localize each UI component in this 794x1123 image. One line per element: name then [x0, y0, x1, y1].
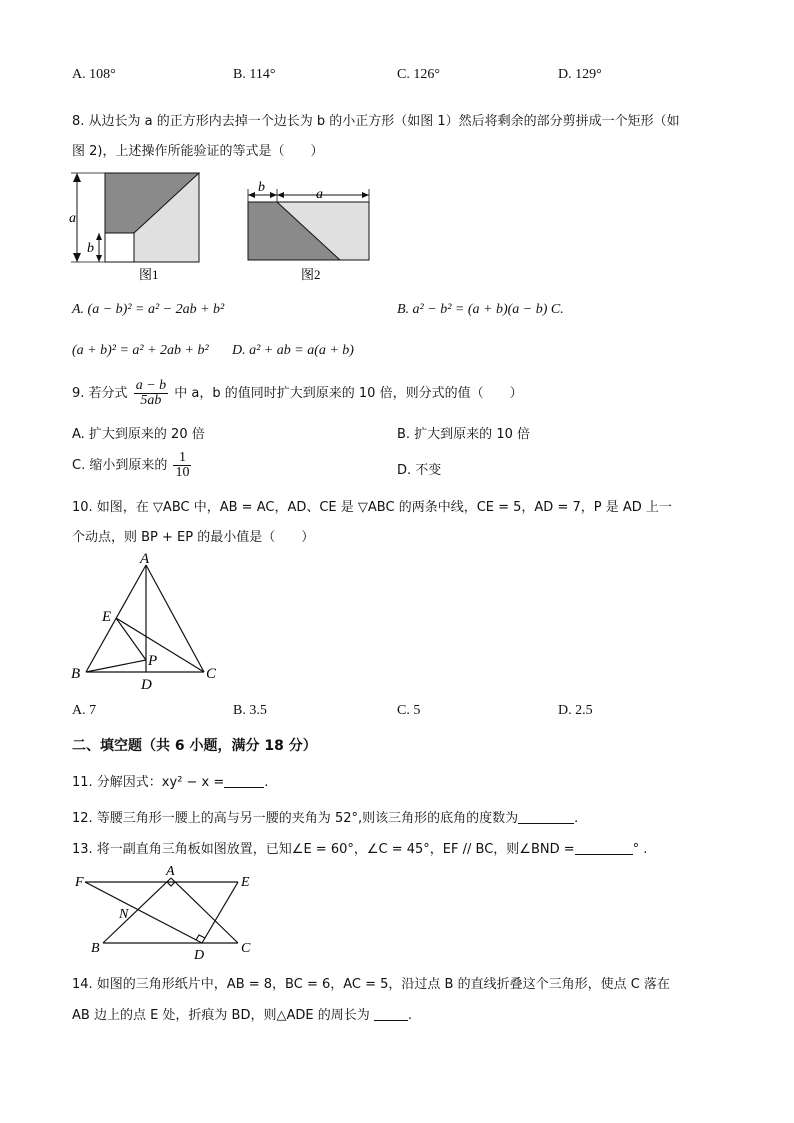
q10-label-p: P — [148, 653, 158, 669]
q8-option-d: D. a² + ab = a(a + b) — [232, 343, 354, 358]
q10-label-c: C — [206, 666, 217, 682]
q10-triangle-figure — [65, 548, 235, 698]
q13-label-n: N — [119, 907, 129, 922]
q9-option-d: D. 不变 — [397, 463, 442, 478]
fig1-label-b: b — [87, 241, 94, 256]
q9-option-c-denominator: 10 — [175, 465, 190, 480]
q9-stem — [72, 377, 523, 411]
q13-answer-blank[interactable] — [575, 840, 633, 855]
q14-answer-blank[interactable] — [374, 1006, 408, 1021]
q13-label-c: C — [241, 941, 251, 956]
q13-text: 13. 将一副直角三角板如图放置，已知∠E = 60°，∠C = 45°，EF // BC，则∠BND = — [72, 842, 575, 857]
q8-option-b: B. a² − b² = (a + b)(a − b) C. — [397, 302, 564, 317]
q13-label-a: A — [166, 864, 175, 879]
q13-label-b: B — [91, 941, 100, 956]
q13-label-e: E — [241, 875, 250, 890]
q9-option-a: A. 扩大到原来的 20 倍 — [72, 427, 205, 442]
fig2-label-a: a — [316, 187, 323, 202]
q13-end: ° . — [632, 842, 648, 857]
q10-option-c: C. 5 — [397, 703, 421, 718]
fig2-caption: 图2 — [301, 267, 321, 282]
q9-option-c-fraction — [173, 451, 191, 480]
q12-end: . — [574, 811, 579, 826]
fig2-label-b: b — [258, 180, 265, 195]
q9-fraction-numerator: a − b — [135, 378, 167, 393]
q9-fraction-denominator: 5ab — [140, 393, 162, 408]
q8-figures — [60, 165, 390, 290]
fig1-caption: 图1 — [139, 267, 159, 282]
q10-label-b: B — [71, 666, 81, 682]
q14-end: . — [407, 1008, 413, 1023]
q14-stem-line2 — [72, 1004, 412, 1023]
q13-label-d: D — [194, 948, 205, 960]
section-2-title: 二、填空题（共 6 小题，满分 18 分） — [72, 738, 317, 754]
q9-prefix: 9. 若分式 — [72, 386, 128, 401]
q9-option-c — [72, 449, 193, 483]
q10-stem-line2: 个动点，则 BP + EP 的最小值是（ ） — [72, 530, 315, 545]
q9-suffix: 中 a，b 的值同时扩大到原来的 10 倍，则分式的值（ ） — [174, 386, 523, 401]
q12-answer-blank[interactable] — [518, 809, 574, 824]
q10-label-e: E — [102, 609, 112, 625]
q10-label-d: D — [141, 677, 152, 693]
q10-stem-line1: 10. 如图，在 ▽ABC 中，AB = AC，AD、CE 是 ▽ABC 的两条中线，CE = 5，AD = 7，P 是 AD 上一 — [72, 500, 672, 515]
q11-stem — [72, 771, 268, 790]
q12-stem — [72, 807, 578, 826]
q10-label-a: A — [140, 551, 150, 567]
q7-option-d: D. 129° — [558, 67, 602, 82]
q14-stem-line1: 14. 如图的三角形纸片中，AB = 8，BC = 6，AC = 5，沿过点 B 的直线折叠这个三角形，使点 C 落在 — [72, 977, 670, 992]
q12-text: 12. 等腰三角形一腰上的高与另一腰的夹角为 52°,则该三角形的底角的度数为 — [72, 811, 519, 826]
q9-fraction — [134, 379, 168, 408]
q11-text: 11. 分解因式：xy² − x = — [72, 775, 225, 790]
q10-option-b: B. 3.5 — [233, 703, 267, 718]
q7-option-a: A. 108° — [72, 67, 116, 82]
q7-option-b: B. 114° — [233, 67, 276, 82]
q11-end: . — [264, 775, 269, 790]
q8-option-a: A. (a − b)² = a² − 2ab + b² — [72, 302, 225, 317]
q9-option-c-prefix: C. 缩小到原来的 — [72, 458, 168, 473]
q13-label-f: F — [75, 875, 84, 890]
q13-stem — [72, 838, 647, 857]
q10-segment-ep — [116, 618, 146, 660]
q11-answer-blank[interactable] — [224, 773, 264, 788]
q9-option-c-numerator: 1 — [173, 451, 191, 466]
q13-line-ac — [171, 878, 238, 943]
q13-line-ba — [103, 878, 171, 943]
q8-option-c: (a + b)² = a² + 2ab + b² — [72, 343, 209, 358]
q8-figure-2 — [248, 180, 369, 282]
q10-option-d: D. 2.5 — [558, 703, 593, 718]
q10-segment-bp — [86, 660, 146, 672]
q8-stem-line1: 8. 从边长为 a 的正方形内去掉一个边长为 b 的小正方形（如图 1）然后将剩余的部分剪拼成一个矩形（如 — [72, 114, 680, 129]
q14-text: AB 边上的点 E 处，折痕为 BD，则△ADE 的周长为 — [72, 1008, 370, 1023]
q8-stem-line2: 图 2)，上述操作所能验证的等式是（ ） — [72, 144, 324, 159]
q10-option-a: A. 7 — [72, 703, 97, 718]
q8-figure-1 — [69, 173, 199, 282]
q9-option-b: B. 扩大到原来的 10 倍 — [397, 427, 530, 442]
q13-triangles-figure — [65, 862, 265, 960]
q7-option-c: C. 126° — [397, 67, 440, 82]
fig1-label-a: a — [69, 211, 76, 226]
